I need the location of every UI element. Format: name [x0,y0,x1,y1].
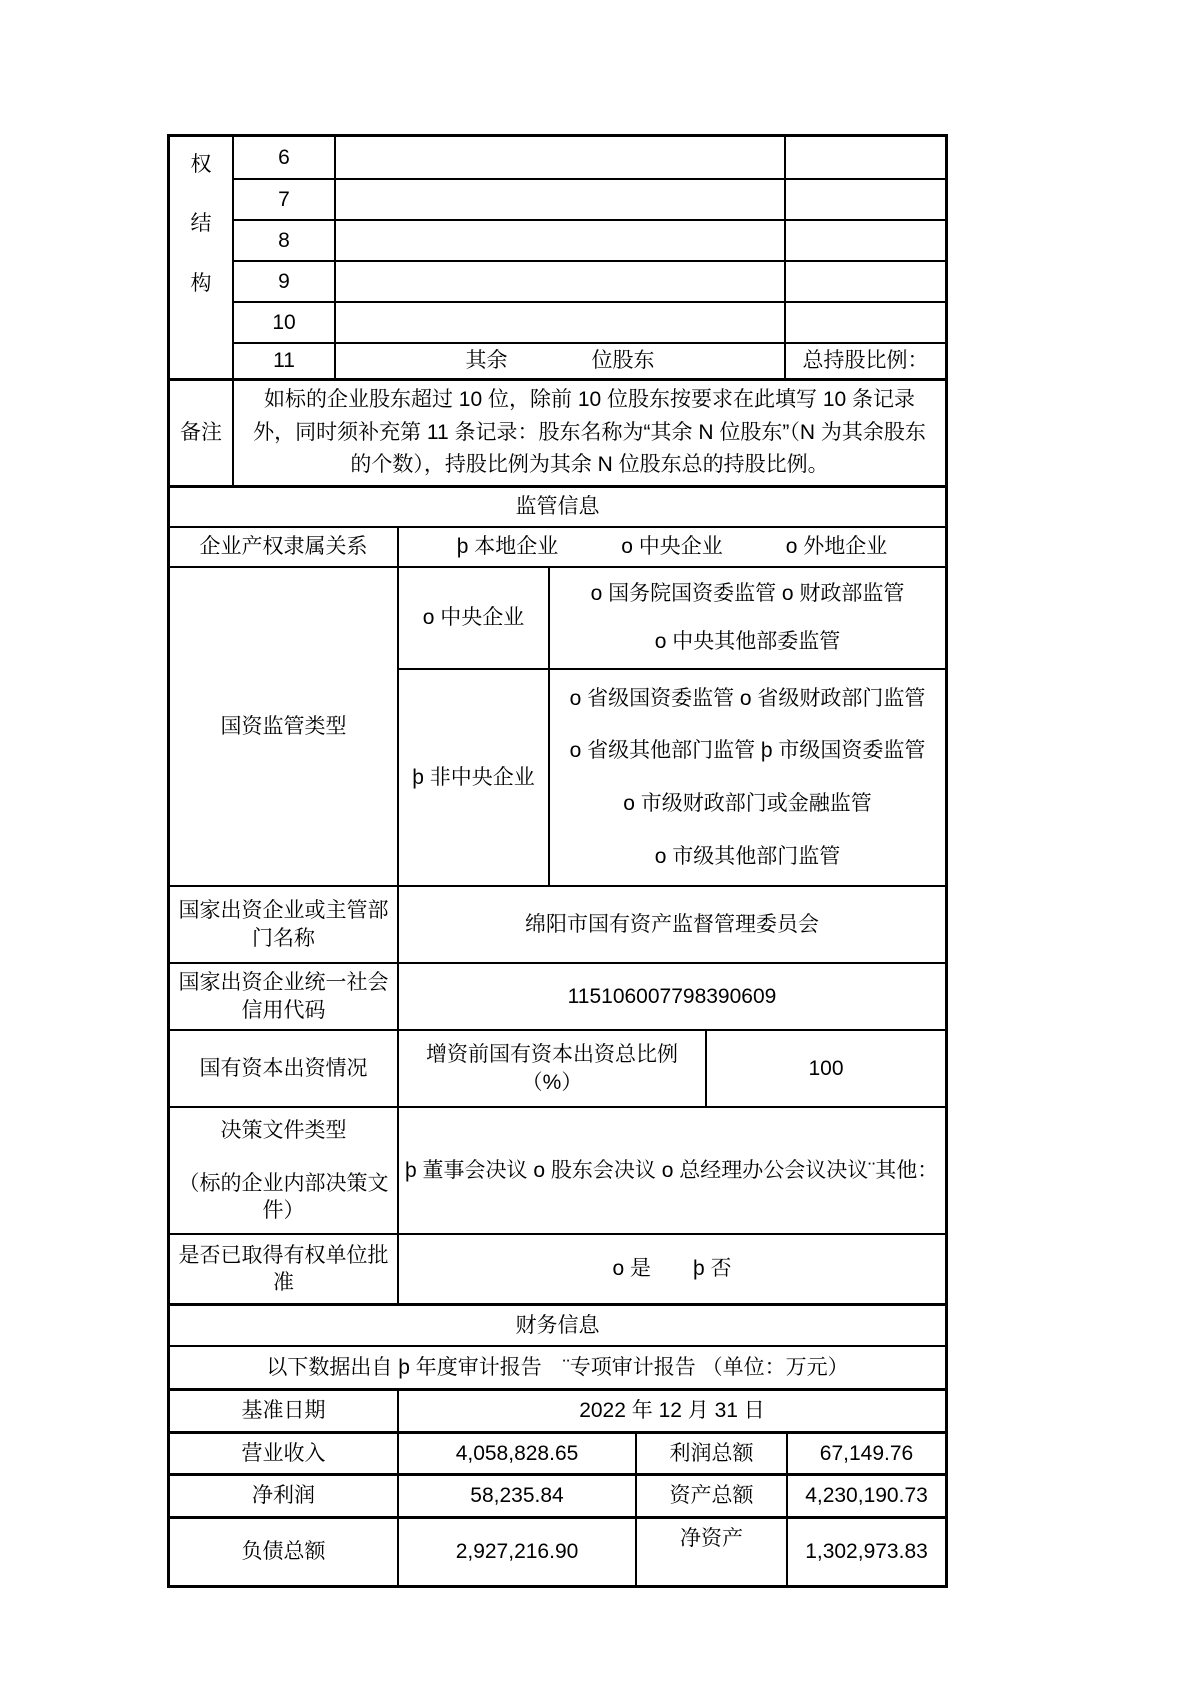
total-liabilities-value: 2,927,216.90 [397,1519,635,1585]
remark-label: 备注 [180,421,222,445]
shareholder-ratio-cell [784,219,945,260]
shareholder-name-cell [334,137,784,178]
finance-source-text: 以下数据出自 þ 年度审计报告 ¨专项审计报告 （单位：万元） [266,1355,849,1379]
decision-doc-label [170,1108,397,1233]
revenue-label: 营业收入 [241,1441,326,1465]
option-line: o 市级财政部门或金融监管 [623,792,872,816]
state-capital-value: 100 [705,1031,945,1106]
shareholder-row-number: 10 [232,301,334,342]
equity-structure-side-label [170,137,232,378]
shareholder-ratio-cell [784,301,945,342]
base-date-row [170,1388,945,1431]
supervision-header-row [170,485,945,526]
shareholder-row-number: 7 [232,178,334,219]
option-line: o 市级其他部门监管 [654,844,841,868]
remark-row [170,378,945,485]
finance-section-title: 财务信息 [515,1313,600,1337]
net-assets-label: 净资产 [635,1519,786,1585]
shareholder-ratio-cell [784,260,945,301]
state-capital-row [170,1029,945,1106]
total-assets-value: 4,230,190.73 [786,1476,945,1516]
decision-doc-options: þ 董事会决议 o 股东会决议 o 总经理办公会议决议¨其他： [397,1108,945,1233]
base-date-label: 基准日期 [241,1399,326,1423]
approval-options: o 是 þ 否 [397,1235,945,1303]
approval-row [170,1233,945,1303]
option-line: o 省级其他部门监管 þ 市级国资委监管 [569,739,926,763]
funder-name-label: 国家出资企业或主管部门名称 [178,899,389,950]
credit-code-label: 国家出资企业统一社会信用代码 [178,971,389,1022]
net-profit-value: 58,235.84 [397,1476,635,1516]
state-capital-label: 国有资本出资情况 [199,1056,368,1080]
side-label-char: 构 [190,271,212,295]
option-line: o 省级国资委监管 o 省级财政部门监管 [569,686,926,710]
non-central-enterprise-option: þ 非中央企业 [397,668,548,885]
remaining-shareholders-cell: 其余 位股东 [334,342,784,378]
net-profit-label: 净利润 [252,1484,315,1508]
shareholder-row-number: 8 [232,219,334,260]
non-central-supervision-options [548,668,945,885]
ownership-affiliation-row [170,526,945,566]
state-capital-mid-label: 增资前国有资本出资总比例（%） [397,1031,705,1106]
decision-doc-label-line2: （标的企业内部决策文件） [178,1171,389,1223]
finance-source-row [170,1345,945,1388]
ownership-affiliation-label: 企业产权隶属关系 [199,535,368,559]
approval-label: 是否已取得有权单位批准 [178,1243,389,1294]
shareholder-row-number: 9 [232,260,334,301]
shareholder-name-cell [334,219,784,260]
total-profit-label: 利润总额 [635,1434,786,1473]
supervision-type-section [170,566,945,885]
funder-name-value: 绵阳市国有资产监督管理委员会 [397,887,945,962]
funder-name-row [170,885,945,962]
shareholder-ratio-cell [784,137,945,178]
decision-doc-label-line1: 决策文件类型 [220,1118,347,1142]
shareholder-row-number: 11 [232,342,334,378]
option-line: o 中央其他部委监管 [654,630,841,654]
total-ratio-label: 总持股比例： [784,342,945,378]
net-assets-value: 1,302,973.83 [786,1519,945,1585]
side-label-char: 权 [190,153,212,176]
option-line: o 国务院国资委监管 o 财政部监管 [590,582,905,606]
finance-header-row [170,1303,945,1345]
shareholder-ratio-cell [784,178,945,219]
finance-row [170,1431,945,1473]
shareholder-name-cell [334,301,784,342]
central-supervision-options [548,568,945,668]
finance-row [170,1516,945,1585]
total-assets-label: 资产总额 [635,1476,786,1516]
central-enterprise-option: o 中央企业 [397,568,548,668]
registration-form-table [167,134,948,1588]
supervision-section-title: 监管信息 [515,495,600,519]
credit-code-value: 115106007798390609 [397,964,945,1029]
total-profit-value: 67,149.76 [786,1434,945,1473]
side-label-char: 结 [190,212,212,236]
shareholder-name-cell [334,260,784,301]
ownership-affiliation-options: þ 本地企业 o 中央企业 o 外地企业 [397,528,945,566]
finance-row [170,1473,945,1516]
shareholder-row-number: 6 [232,137,334,178]
decision-doc-row [170,1106,945,1233]
total-liabilities-label: 负债总额 [241,1540,326,1564]
base-date-value: 2022 年 12 月 31 日 [397,1391,945,1431]
shareholder-name-cell [334,178,784,219]
supervision-type-label: 国资监管类型 [220,714,347,738]
revenue-value: 4,058,828.65 [397,1434,635,1473]
remark-text: 如标的企业股东超过 10 位，除前 10 位股东按要求在此填写 10 条记录外，同时须补充第 11 条记录：股东名称为“其余 N 位股东”（N 为其余股东的个数），持股比例为其余 N 位股东总的持股比例。 [232,381,945,485]
credit-code-row [170,962,945,1029]
equity-structure-section [170,137,945,378]
